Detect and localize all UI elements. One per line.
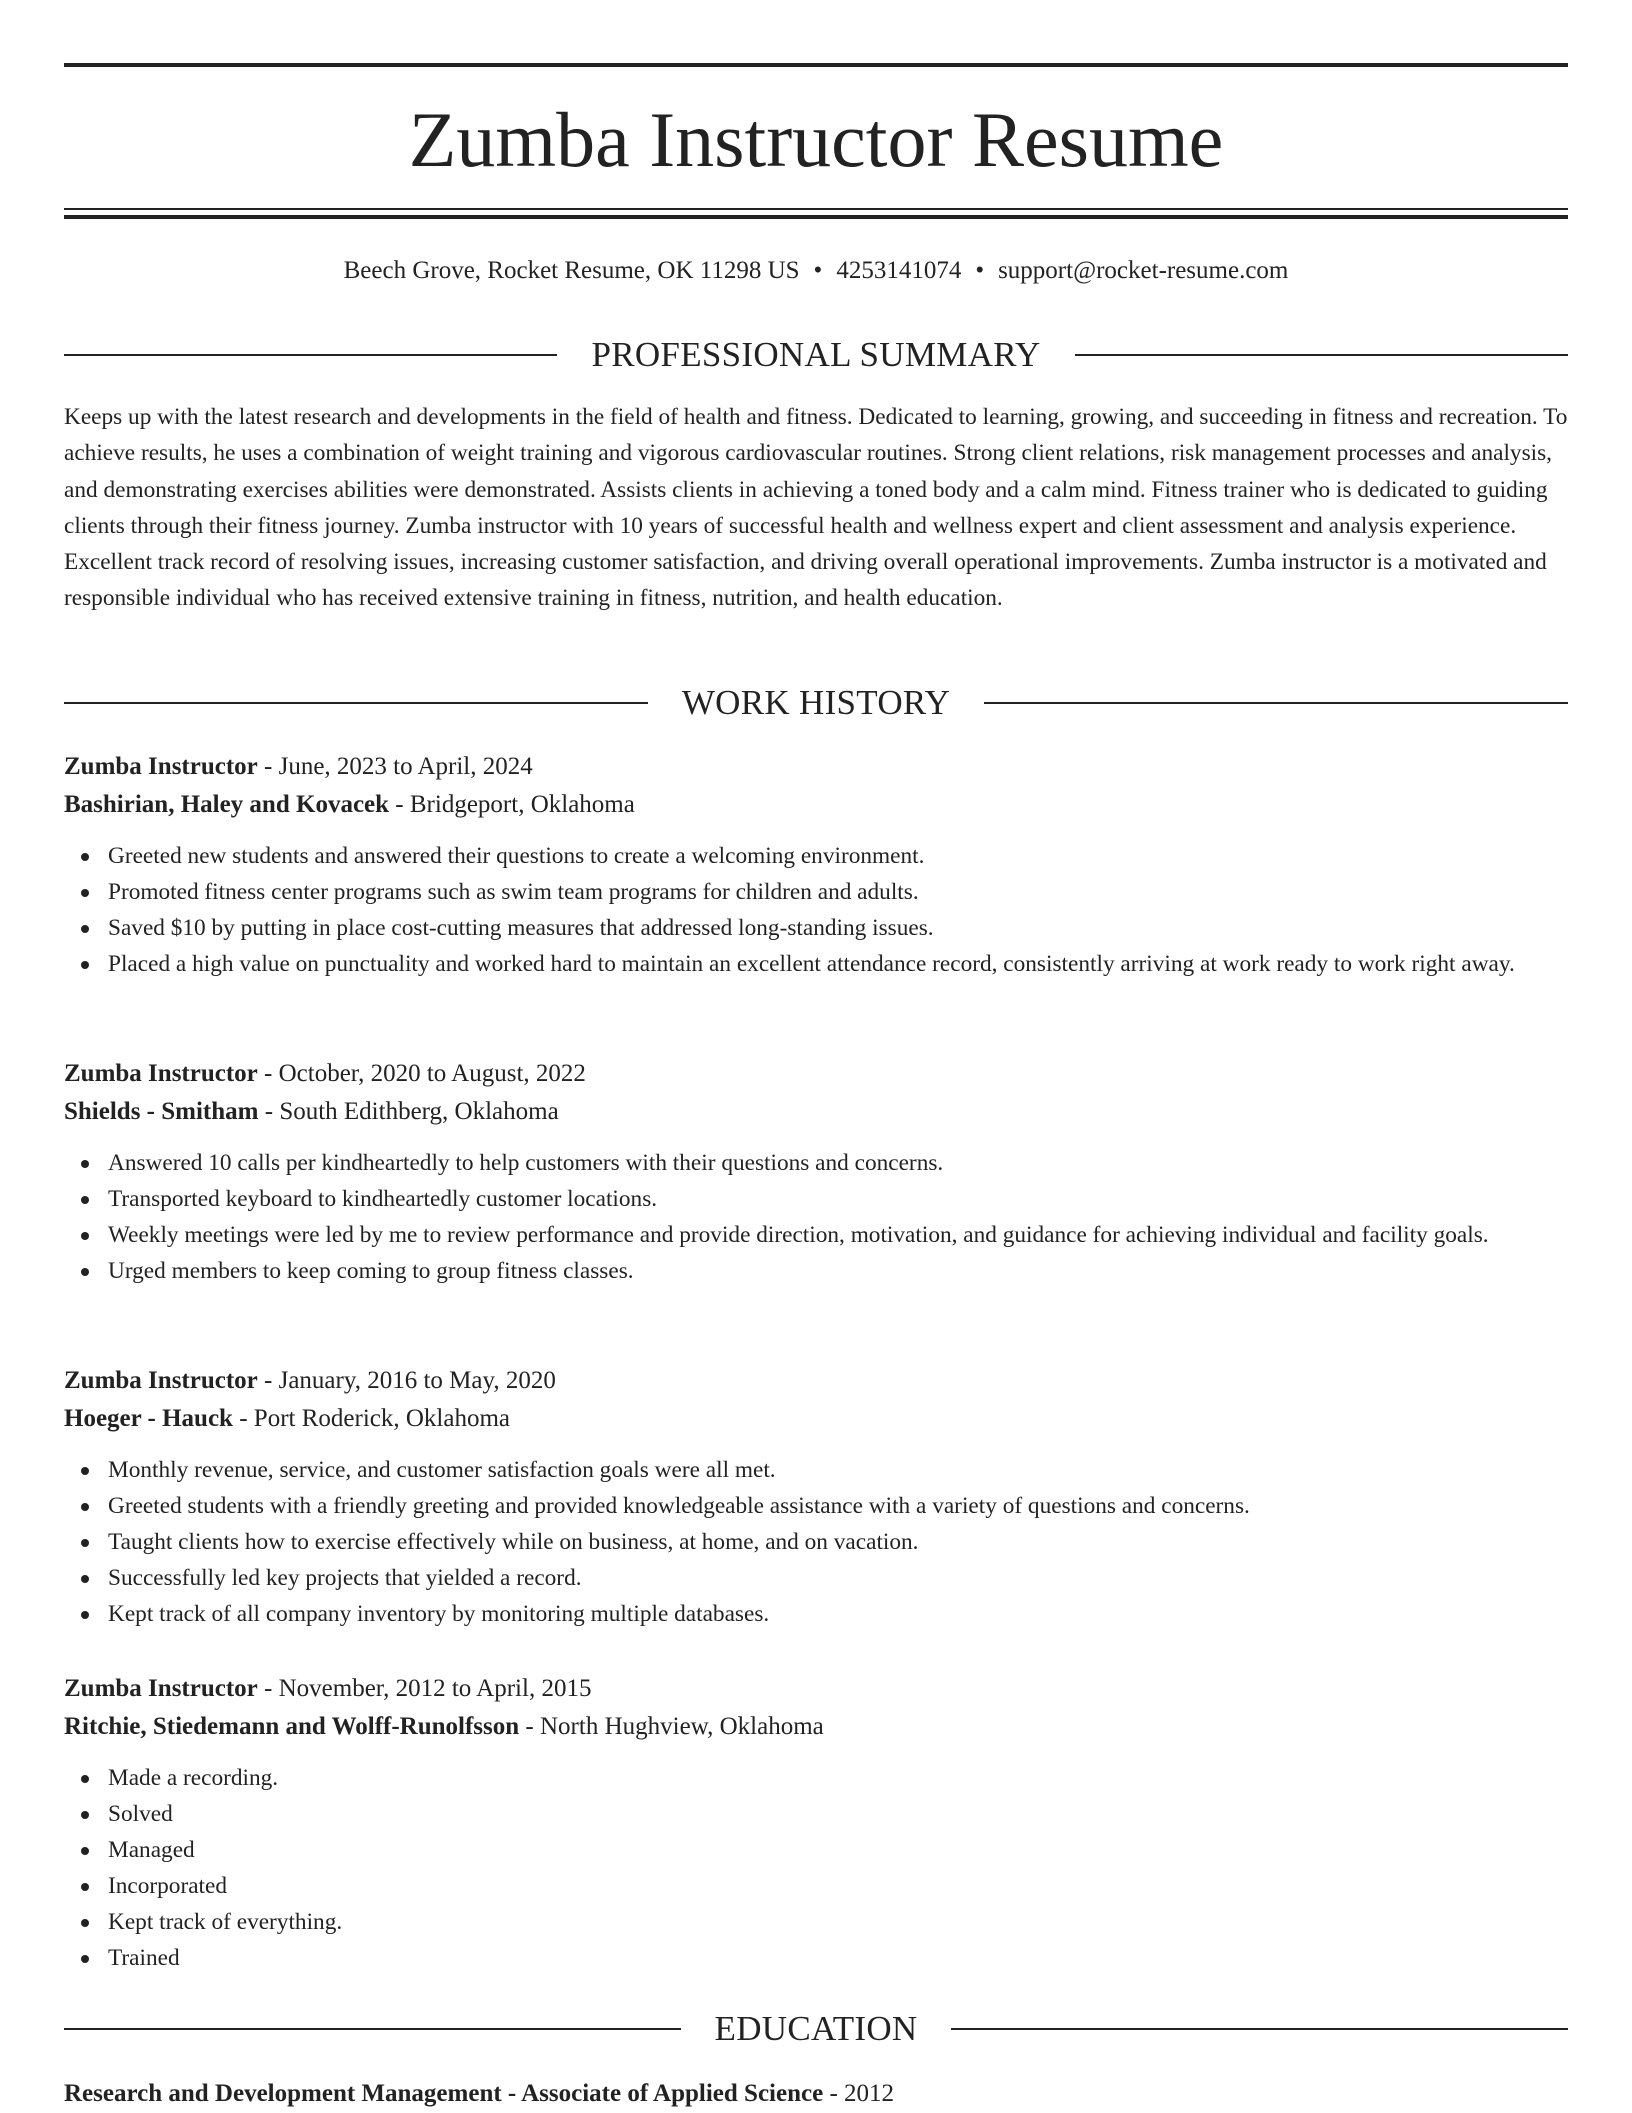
section-rule-left (64, 2028, 681, 2030)
list-item: Monthly revenue, service, and customer satisfaction goals were all met. (108, 1452, 1568, 1488)
job-dates: November, 2012 to April, 2015 (278, 1675, 592, 1702)
list-item: Incorporated (108, 1868, 1568, 1904)
job-bullets (64, 838, 1568, 982)
list-item: Kept track of all company inventory by monitoring multiple databases. (108, 1596, 1568, 1632)
list-item: Transported keyboard to kindheartedly customer locations. (108, 1181, 1568, 1217)
list-item: Taught clients how to exercise effectively while on business, at home, and on vacation. (108, 1524, 1568, 1560)
list-item: Successfully led key projects that yielded a record. (108, 1560, 1568, 1596)
section-heading-summary (64, 335, 1568, 375)
contact-line (64, 255, 1568, 287)
job-dates: January, 2016 to May, 2020 (278, 1367, 556, 1394)
job-dates: October, 2020 to August, 2022 (278, 1060, 586, 1087)
section-heading-education (64, 2009, 1568, 2049)
list-item: Made a recording. (108, 1760, 1568, 1796)
section-title: PROFESSIONAL SUMMARY (591, 335, 1041, 374)
section-title: EDUCATION (714, 2009, 918, 2048)
job-title-line (64, 1055, 1568, 1093)
section-rule-left (64, 702, 648, 704)
job-location: South Edithberg, Oklahoma (279, 1098, 559, 1125)
top-rule (64, 63, 1568, 67)
list-item: Solved (108, 1796, 1568, 1832)
job-role: Zumba Instructor (64, 1060, 258, 1087)
contact-separator: • (975, 257, 985, 284)
job-company: Shields - Smitham (64, 1098, 259, 1125)
education-entry (64, 2075, 1568, 2113)
dash: - (264, 1675, 273, 1702)
job-company: Bashirian, Haley and Kovacek (64, 791, 390, 818)
dash: - (395, 791, 404, 818)
summary-text: Keeps up with the latest research and developments in the field of health and fitness. Dedicated to learning, growing, and succeeding in fitness and recreation. To achieve results, he uses a combination of weight training and vigorous cardiovascular routines. Strong client relations, risk management processes and analysis, and demonstrating exercises abilities were demonstrated. Assists clients in achieving a toned body and a calm mind. Fitness trainer who is dedicated to guiding clients through their fitness journey. Zumba instructor with 10 years of successful health and wellness expert and client assessment and analysis experience. Excellent track record of resolving issues, increasing customer satisfaction, and driving overall operational improvements. Zumba instructor is a motivated and responsible individual who has received extensive training in fitness, nutrition, and health education. (64, 404, 1568, 612)
list-item: Kept track of everything. (108, 1904, 1568, 1940)
contact-email: support@rocket-resume.com (998, 257, 1289, 284)
job-role: Zumba Instructor (64, 753, 258, 780)
job-title-line (64, 1362, 1568, 1400)
job-bullets (64, 1760, 1568, 1976)
list-item: Managed (108, 1832, 1568, 1868)
job-company-line (64, 786, 1568, 824)
page-title: Zumba Instructor Resume (408, 96, 1224, 183)
list-item: Answered 10 calls per kindheartedly to help customers with their questions and concerns. (108, 1145, 1568, 1181)
dash: - (525, 1713, 534, 1740)
job-location: Bridgeport, Oklahoma (409, 791, 635, 818)
section-rule-right (984, 702, 1568, 704)
list-item: Promoted fitness center programs such as swim team programs for children and adults. (108, 874, 1568, 910)
job-role: Zumba Instructor (64, 1675, 258, 1702)
title-rule-thick (64, 215, 1568, 219)
section-rule-right (1075, 354, 1568, 356)
job-bullets (64, 1452, 1568, 1632)
dash: - (264, 753, 273, 780)
contact-phone: 4253141074 (836, 257, 962, 284)
section-rule-left (64, 354, 557, 356)
job-location: Port Roderick, Oklahoma (253, 1405, 510, 1432)
list-item: Urged members to keep coming to group fitness classes. (108, 1253, 1568, 1289)
list-item: Placed a high value on punctuality and worked hard to maintain an excellent attendance record, consistently arriving at work ready to work right away. (108, 946, 1568, 982)
dash: - (239, 1405, 248, 1432)
contact-address: Beech Grove, Rocket Resume, OK 11298 US (343, 257, 800, 284)
list-item: Saved $10 by putting in place cost-cutting measures that addressed long-standing issues. (108, 910, 1568, 946)
title-rule-thin (64, 208, 1568, 210)
job-dates: June, 2023 to April, 2024 (278, 753, 533, 780)
job-company-line (64, 1400, 1568, 1438)
job-role: Zumba Instructor (64, 1367, 258, 1394)
job-company-line (64, 1093, 1568, 1131)
job-title-line (64, 1670, 1568, 1708)
dash: - (264, 1060, 273, 1087)
job-entry (64, 1670, 1568, 1976)
list-item: Trained (108, 1940, 1568, 1976)
section-heading-work (64, 683, 1568, 723)
list-item: Greeted students with a friendly greeting and provided knowledgeable assistance with a variety of questions and concerns. (108, 1488, 1568, 1524)
section-rule-right (951, 2028, 1568, 2030)
job-location: North Hughview, Oklahoma (540, 1713, 824, 1740)
list-item: Weekly meetings were led by me to review performance and provide direction, motivation, and guidance for achieving individual and facility goals. (108, 1217, 1568, 1253)
education-degree: Research and Development Management - Associate of Applied Science (64, 2080, 824, 2107)
education-year: 2012 (844, 2080, 895, 2107)
job-entry (64, 1362, 1568, 1632)
job-company: Ritchie, Stiedemann and Wolff-Runolfsson (64, 1713, 520, 1740)
dash: - (264, 1367, 273, 1394)
list-item: Greeted new students and answered their questions to create a welcoming environment. (108, 838, 1568, 874)
contact-separator: • (813, 257, 823, 284)
section-title: WORK HISTORY (681, 683, 951, 722)
job-entry (64, 748, 1568, 982)
job-company-line (64, 1708, 1568, 1746)
job-bullets (64, 1145, 1568, 1289)
job-entry (64, 1055, 1568, 1289)
dash: - (829, 2080, 838, 2107)
dash: - (264, 1098, 274, 1125)
job-title-line (64, 748, 1568, 786)
job-company: Hoeger - Hauck (64, 1405, 233, 1432)
